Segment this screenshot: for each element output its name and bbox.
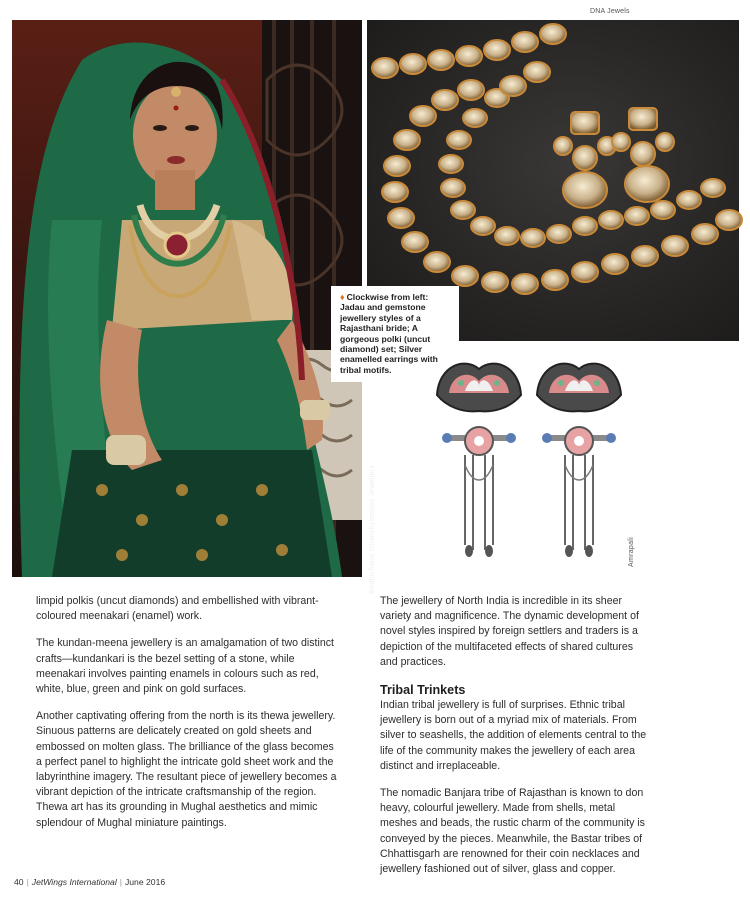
right-text-column xyxy=(380,594,650,889)
left-paragraph-3: Another captivating offering from the north is its thewa jewellery. Sinuous patterns are delicately created on gold sheets and embossed on molten glass. The brilliance of the glass becomes a perfect panel to highlight the intricate gold sheet work and the labyrinthine imagery. The resultant piece of jewellery becomes a vibrant depiction of the intricate craftsmanship of the region. Thewa art has its grounding in Mughal aesthetics and mimic splendour of Mughal miniature paintings. xyxy=(36,710,337,829)
right-paragraph-1: Indian tribal jewellery is full of surprises. Ethnic tribal jewellery is born out of a myriad mix of materials. From silver to seashells, the addition of elements central to the life of the community makes the jewellery of each area distinct and irreplaceable. xyxy=(380,699,647,772)
bride-illustration xyxy=(12,20,362,577)
earrings-illustration xyxy=(425,355,625,570)
footer-separator: | xyxy=(119,877,122,887)
publication-name: JetWings International xyxy=(31,877,117,887)
caption-diamond-icon: ♦ xyxy=(340,292,345,302)
page-number: 40 xyxy=(14,877,24,887)
footer-separator: | xyxy=(26,877,29,887)
earring-right xyxy=(537,364,621,557)
section-heading: Tribal Trinkets xyxy=(380,683,466,698)
caption-text: Clockwise from left: Jadau and gemstone jewellery styles of a Rajasthani bride; A gorgeous polki (uncut diamond) set; Silver enamelled earrings with tribal motifs. xyxy=(340,292,438,375)
left-paragraph-1: limpid polkis (uncut diamonds) and embellished with vibrant-coloured meenakari (enamel) work. xyxy=(36,595,319,623)
earrings-photo-credit: Amrapali xyxy=(628,536,635,567)
photo-credit-top: DNA Jewels xyxy=(590,8,630,15)
left-paragraph-2: The kundan-meena jewellery is an amalgamation of two distinct crafts—kundankari is the bezel setting of a stone, while meenakari involves painting enamels in colours such as red, white, blue, green and pink on gold surfaces. xyxy=(36,637,334,696)
earrings-photo xyxy=(425,355,635,570)
left-text-column xyxy=(36,594,340,843)
right-paragraph-2: The nomadic Banjara tribe of Rajasthan is known to don heavy, colourful jewellery. Made from shells, metal meshes and beads, the rustic charm of the community is conveyed by the pieces. Meanwhile, the Bastar tribes of Chhattisgarh are renowned for their coin necklaces and jewellery fashioned out of silver, glass and copper. xyxy=(380,787,645,876)
bride-photo xyxy=(12,20,376,594)
earring-left xyxy=(437,364,521,557)
right-intro-paragraph: The jewellery of North India is incredible in its sheer variety and magnificence. The dynamic development of novel styles inspired by foreign settlers and traders is a depiction of the multifaceted effects of shared cultures and practices. xyxy=(380,595,639,668)
issue-date: June 2016 xyxy=(124,877,166,887)
page-footer xyxy=(14,877,165,887)
bride-photo-credit: Birdhichand Ghanshyamdas Jewellers xyxy=(369,464,376,594)
